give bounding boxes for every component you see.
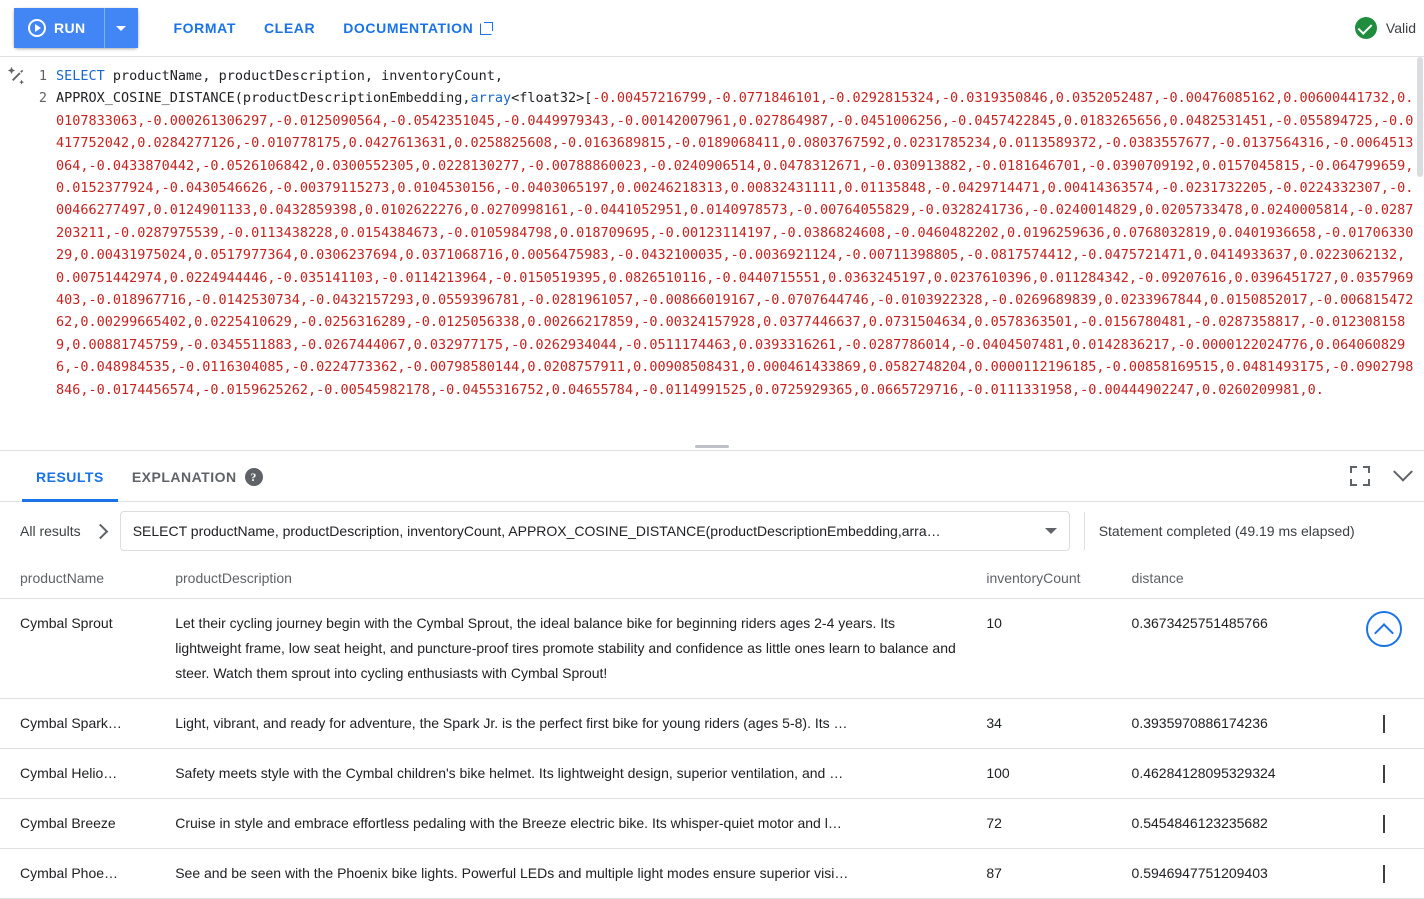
cell-productdescription: Let their cycling journey begin with the Cymbal Sprout, the ideal balance bike for beginning riders ages 2-4 years. Its lightweight frame, low seat height, and puncture-proof tires promote stability and confidence as little ones learn to balance and steer. Watch them sprout into cycling enthusiasts with Cymbal Sprout! <box>155 599 966 699</box>
table-row[interactable] <box>0 749 1424 799</box>
sql-code[interactable] <box>56 65 1424 401</box>
all-results-label: All results <box>20 523 81 539</box>
tab-explanation[interactable] <box>118 450 277 502</box>
cell-distance: 0.3673425751485766 <box>1112 599 1334 699</box>
format-button[interactable] <box>160 12 250 44</box>
run-button[interactable] <box>14 8 104 48</box>
line-number-gutter <box>0 65 56 401</box>
clear-button-label: CLEAR <box>263 20 316 36</box>
sql-array-type: <float32>[ <box>511 90 593 107</box>
chevron-down-icon[interactable] <box>1383 815 1385 833</box>
table-row[interactable] <box>0 599 1424 699</box>
chevron-down-icon[interactable] <box>1393 462 1413 482</box>
results-panel-controls <box>1350 466 1410 486</box>
check-circle-icon <box>1355 17 1377 39</box>
sql-embedding-values: -0.00457216799,-0.0771846101,-0.0292815324,-0.0319350846,0.0352052487,-0.00476085162,0.00600441732,0.0107833063,-0.000261306297,-0.0125090564,-0.0542351045,-0.0449979343,-0.00142007961,0.027864987,-0.0451006256,-0.0457422845,0.0183265656,0.0482531451,-0.055894725,-0.0417752042,0.0284277126,-0.010778175,0.0427613631,0.0258825608,-0.0163689815,-0.0189068411,0.0803767592,0.0231785234,0.0113589372,-0.0383557677,-0.0137564316,-0.0064513064,-0.0433870442,-0.0526106842,0.0300552305,0.0228130277,-0.00788860023,-0.0240906514,0.0478312671,-0.030913882,-0.0181646701,-0.0390709192,0.0157045815,-0.064799659,0.0152377924,-0.0430546626,-0.00379115273,0.0104530156,-0.0403065197,0.00246218313,0.00832431111,0.01135848,-0.0429714471,0.00414363574,-0.0231732205,-0.0224332307,-0.00466277497,0.0124901133,0.0432859398,0.0102622276,0.0270998161,-0.0441052951,0.0140978573,-0.00764055829,-0.0328241736,-0.0240014829,0.0205733478,0.0240005814,-0.0287203211,-0.0287975539,-0.0113438228,0.0154384673,-0.0105984798,0.018709695,-0.00123114197,-0.0386824608,-0.0460482202,0.0196259636,0.0768032819,0.0401936658,-0.0170633029,0.00431975024,0.0517977364,0.0306237694,0.0371068716,0.0056475983,-0.0432100035,-0.0036921124,-0.00711398805,-0.0817574412,-0.0475721471,0.0414933637,0.0223062132,0.00751442974,0.0224944446,-0.035141103,-0.0114213964,-0.0150519395,0.0826510116,-0.0440715551,0.0363245197,0.0237610396,0.011284342,-0.09207616,0.0396451727,0.0357969403,-0.018967716,-0.0142530734,-0.0432157293,0.0559396781,-0.0281961057,-0.00866019167,-0.0707644746,-0.0103922328,-0.0269689839,0.0233967844,0.0150852017,-0.00681547262,0.00299665402,0.0225410629,-0.0256316289,-0.0125056338,0.00266217859,-0.00324157928,0.0377446637,0.0731504634,0.0578363501,-0.0156780481,-0.0287358817,-0.0123081589,0.00881745759,-0.0345511883,-0.0267444067,0.032977175,-0.0262934044,-0.0511174463,0.0393316261,-0.0287786014,-0.0404507481,0.0142836217,-0.0000122024776,0.0640608296,-0.048984535,-0.0116304085,-0.0224773362,-0.00798580144,0.0208757911,0.00908508431,0.000461433869,0.0582748204,0.0000112196185,-0.00858169515,0.0481493175,-0.0902798846,-0.0174456574,-0.0159625262,-0.00545982178,-0.0455316752,0.04655784,-0.0114991525,0.0725929365,0.0665729716,-0.0111331958,-0.00444902247,0.0260209981,0. <box>56 90 1414 398</box>
caret-down-icon <box>1045 528 1057 534</box>
clear-button[interactable] <box>250 12 329 44</box>
documentation-label: DOCUMENTATION <box>343 20 474 36</box>
line-number: 2 <box>38 90 47 107</box>
format-button-label: FORMAT <box>173 20 236 36</box>
table-row[interactable] <box>0 699 1424 749</box>
editor-resize-handle[interactable] <box>0 445 1424 448</box>
cell-productdescription <box>155 849 966 899</box>
cell-productdescription <box>155 799 966 849</box>
results-tab-bar <box>0 450 1424 502</box>
tab-results-label: RESULTS <box>36 469 104 485</box>
cell-distance: 0.46284128095329324 <box>1112 749 1334 799</box>
magic-wand-icon[interactable] <box>6 65 28 87</box>
table-row[interactable] <box>0 849 1424 899</box>
cell-distance: 0.5946947751209403 <box>1112 849 1334 899</box>
chevron-up-icon <box>1374 623 1394 643</box>
results-table-body <box>0 599 1424 899</box>
sql-line1-rest: productName, productDescription, inventoryCount, <box>104 68 504 84</box>
sql-line2-function: APPROX_COSINE_DISTANCE(productDescriptionEmbedding, <box>56 90 471 107</box>
cell-inventorycount: 34 <box>966 699 1111 749</box>
editor-scrollbar-thumb[interactable] <box>1417 57 1423 177</box>
column-header-productdescription[interactable]: productDescription <box>155 560 966 599</box>
results-header <box>0 502 1424 560</box>
run-button-group[interactable] <box>14 8 138 48</box>
cell-expand-toggle[interactable] <box>1334 699 1424 749</box>
chevron-down-icon[interactable] <box>1383 865 1385 883</box>
chevron-down-icon[interactable] <box>1383 715 1385 733</box>
cell-inventorycount: 87 <box>966 849 1111 899</box>
sql-array-keyword: array <box>470 90 512 107</box>
cell-productname: Cymbal Breeze <box>0 799 155 849</box>
results-table <box>0 560 1424 899</box>
cell-inventorycount: 72 <box>966 799 1111 849</box>
statement-select[interactable] <box>120 511 1070 551</box>
cell-productname: Cymbal Helio… <box>0 749 155 799</box>
statement-status: Statement completed (49.19 ms elapsed) <box>1098 523 1355 539</box>
description-text: Cruise in style and embrace effortless pedaling with the Breeze electric bike. Its whisper-quiet motor and l… <box>175 815 842 831</box>
column-header-actions <box>1334 560 1424 599</box>
external-link-icon <box>480 22 493 35</box>
column-header-inventorycount[interactable]: inventoryCount <box>966 560 1111 599</box>
documentation-link[interactable] <box>329 12 507 44</box>
divider <box>1084 512 1085 550</box>
cell-productdescription <box>155 749 966 799</box>
row-collapse-button[interactable] <box>1366 611 1402 647</box>
cell-inventorycount: 10 <box>966 599 1111 699</box>
tab-explanation-label: EXPLANATION <box>131 469 237 485</box>
validation-status <box>1355 17 1416 39</box>
cell-distance: 0.3935970886174236 <box>1112 699 1334 749</box>
editor-scrollbar[interactable] <box>1416 57 1424 450</box>
description-text: Light, vibrant, and ready for adventure, the Spark Jr. is the perfect first bike for young riders (ages 5-8). Its … <box>175 715 848 731</box>
fullscreen-icon[interactable] <box>1350 466 1370 486</box>
statement-select-value: SELECT productName, productDescription, inventoryCount, APPROX_COSINE_DISTANCE(productDescriptionEmbedding,arra… <box>132 523 941 539</box>
chevron-down-icon[interactable] <box>1383 765 1385 783</box>
run-button-label: RUN <box>54 20 86 36</box>
code-content[interactable] <box>0 57 1424 401</box>
cell-expand-toggle[interactable] <box>1334 849 1424 899</box>
validation-status-label: Valid <box>1385 20 1416 36</box>
tab-results[interactable] <box>22 450 118 502</box>
all-results-breadcrumb[interactable] <box>20 523 106 539</box>
cell-inventorycount: 100 <box>966 749 1111 799</box>
line-number: 1 <box>38 68 47 84</box>
description-text: See and be seen with the Phoenix bike lights. Powerful LEDs and multiple light modes ensure superior visi… <box>175 865 849 881</box>
cell-productname: Cymbal Sprout <box>0 599 155 699</box>
play-icon <box>28 19 46 37</box>
description-text: Safety meets style with the Cymbal children's bike helmet. Its lightweight design, superior ventilation, and … <box>175 765 844 781</box>
help-icon[interactable]: ? <box>245 468 263 486</box>
column-header-productname[interactable]: productName <box>0 560 155 599</box>
run-dropdown-button[interactable] <box>104 8 138 48</box>
cell-expand-toggle[interactable] <box>1334 599 1424 699</box>
cell-productname: Cymbal Phoe… <box>0 849 155 899</box>
caret-down-icon <box>116 26 126 31</box>
cell-distance: 0.5454846123235682 <box>1112 799 1334 849</box>
sql-editor[interactable] <box>0 56 1424 450</box>
table-row[interactable] <box>0 799 1424 849</box>
cell-productname: Cymbal Spark… <box>0 699 155 749</box>
cell-productdescription <box>155 699 966 749</box>
chevron-right-icon <box>92 523 108 539</box>
table-header-row <box>0 560 1424 599</box>
sql-keyword-select: SELECT <box>56 68 105 84</box>
cell-expand-toggle[interactable] <box>1334 749 1424 799</box>
column-header-distance[interactable]: distance <box>1112 560 1334 599</box>
top-toolbar <box>0 0 1424 56</box>
results-table-head <box>0 560 1424 599</box>
cell-expand-toggle[interactable] <box>1334 799 1424 849</box>
